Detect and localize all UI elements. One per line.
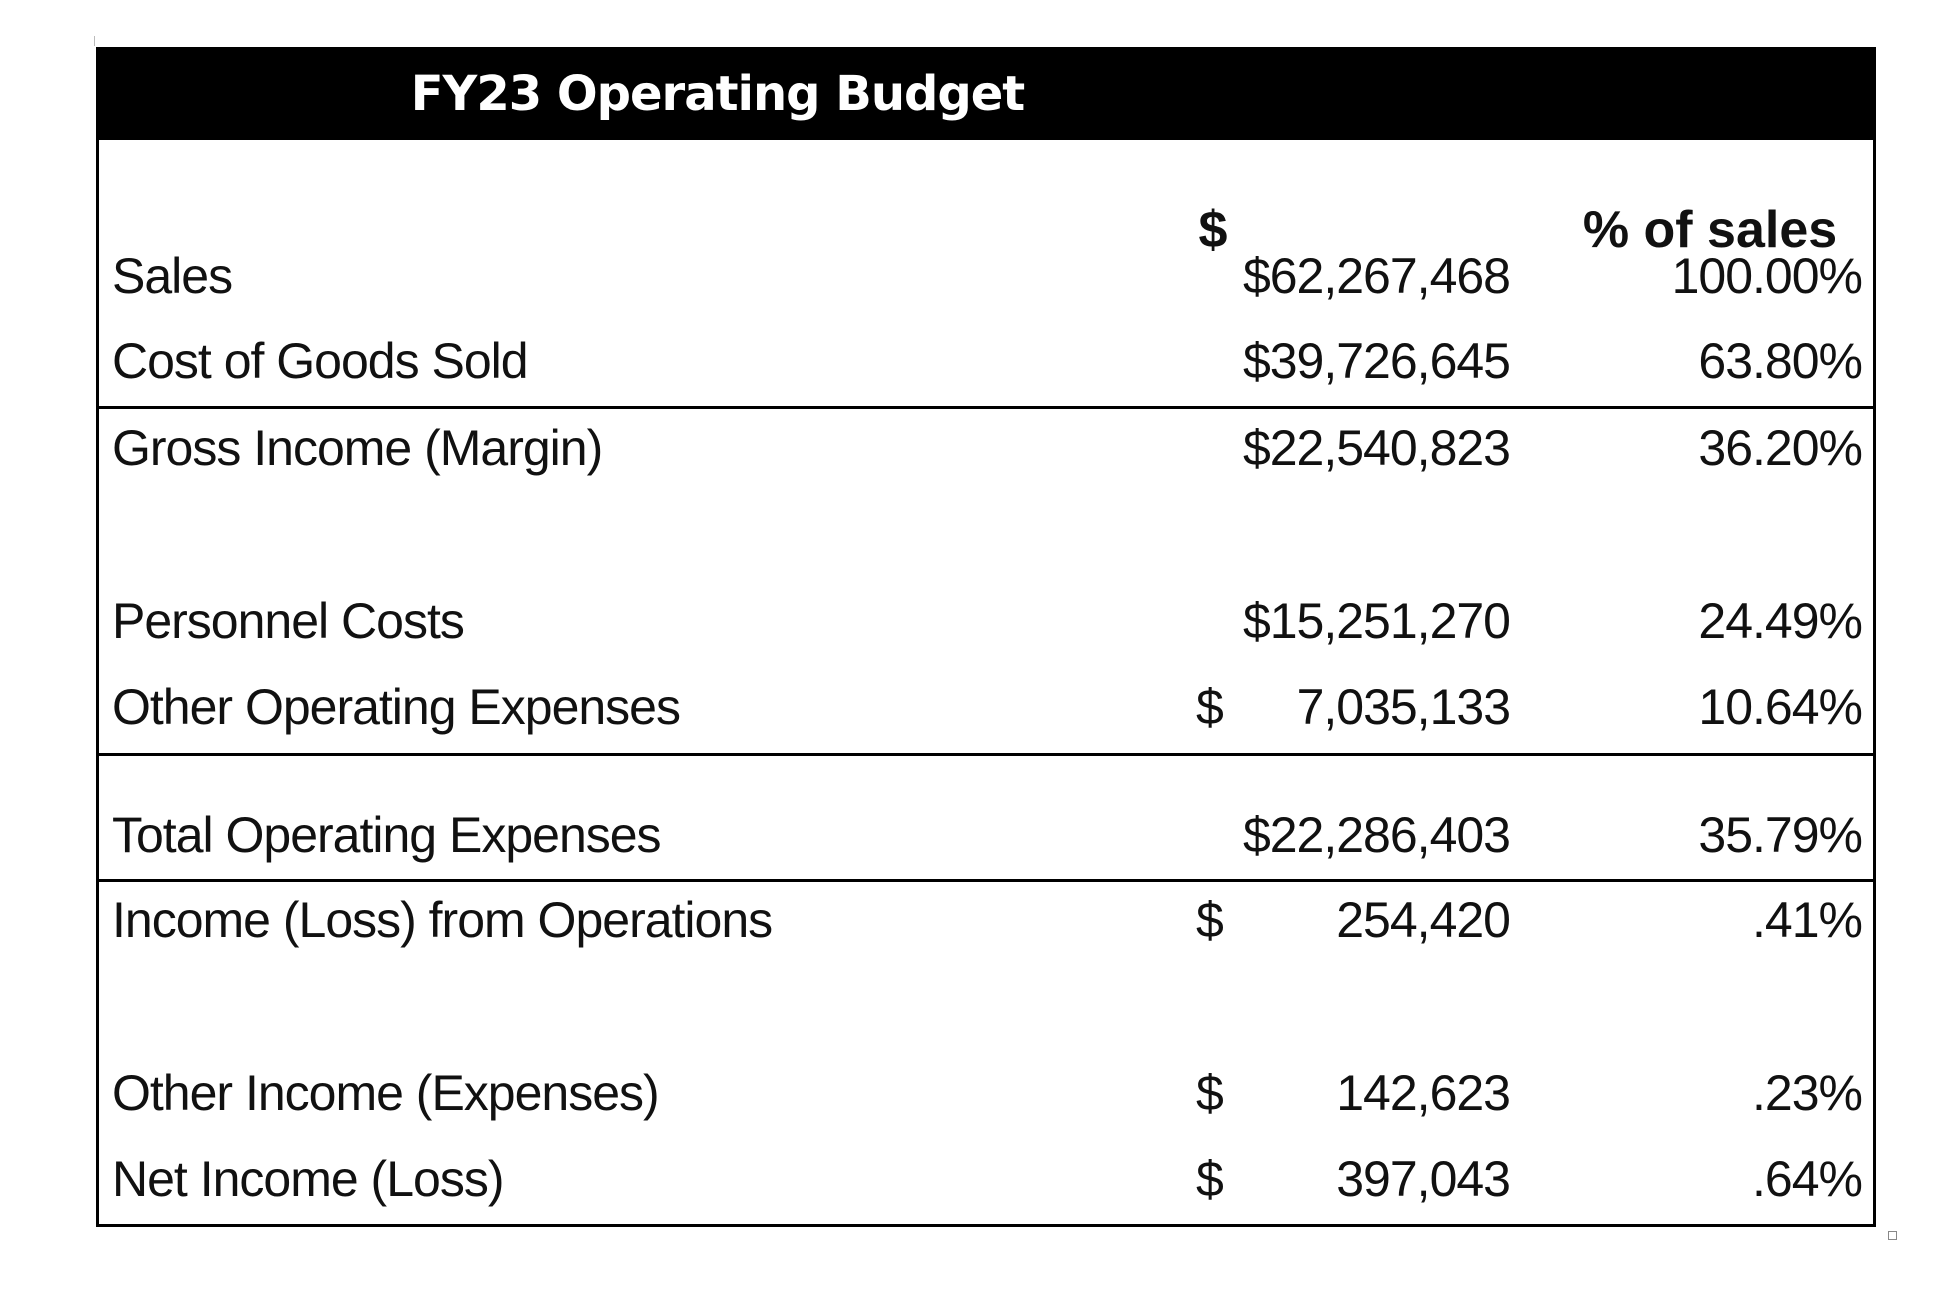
amount-value: $22,540,823 bbox=[1242, 420, 1510, 476]
amount-value: $22,286,403 bbox=[1242, 807, 1510, 863]
row-amount bbox=[1099, 331, 1510, 391]
row-other-operating-expenses bbox=[99, 677, 1873, 737]
amount-value: $39,726,645 bbox=[1242, 333, 1510, 389]
row-cogs bbox=[99, 331, 1873, 391]
divider-line bbox=[99, 879, 1873, 882]
row-percent: 35.79% bbox=[1698, 807, 1862, 863]
row-gross-income bbox=[99, 418, 1873, 478]
resize-handle[interactable] bbox=[1888, 1231, 1897, 1240]
row-total-operating-expenses bbox=[99, 805, 1873, 865]
row-personnel-costs bbox=[99, 591, 1873, 651]
title-bar bbox=[99, 50, 1873, 140]
row-net-income bbox=[99, 1149, 1873, 1209]
row-label: Other Income (Expenses) bbox=[112, 1065, 659, 1121]
row-other-income bbox=[99, 1063, 1873, 1123]
divider-line bbox=[99, 753, 1873, 756]
divider-line bbox=[99, 406, 1873, 409]
row-amount bbox=[1099, 1063, 1510, 1123]
row-percent: 63.80% bbox=[1698, 333, 1862, 389]
row-label: Personnel Costs bbox=[112, 593, 464, 649]
table-title: FY23 Operating Budget bbox=[410, 66, 1025, 122]
row-amount bbox=[1099, 418, 1510, 478]
row-percent: 36.20% bbox=[1698, 420, 1862, 476]
amount-value: 142,623 bbox=[1336, 1065, 1510, 1121]
row-percent: 10.64% bbox=[1698, 679, 1862, 735]
row-amount bbox=[1099, 677, 1510, 737]
currency-sign: $ bbox=[1196, 1065, 1223, 1121]
amount-value: 254,420 bbox=[1336, 892, 1510, 948]
amount-value: $62,267,468 bbox=[1242, 248, 1510, 304]
amount-value: 397,043 bbox=[1336, 1151, 1510, 1207]
row-label: Sales bbox=[112, 248, 233, 304]
row-percent: 100.00% bbox=[1671, 248, 1862, 304]
row-label: Cost of Goods Sold bbox=[112, 333, 528, 389]
row-label: Income (Loss) from Operations bbox=[112, 892, 773, 948]
row-percent: .64% bbox=[1752, 1151, 1862, 1207]
amount-value: $15,251,270 bbox=[1242, 593, 1510, 649]
row-amount bbox=[1099, 805, 1510, 865]
row-sales bbox=[99, 246, 1873, 306]
row-amount bbox=[1099, 591, 1510, 651]
currency-sign: $ bbox=[1196, 892, 1223, 948]
currency-sign: $ bbox=[1196, 679, 1223, 735]
column-header-percent: % of sales bbox=[1582, 201, 1838, 259]
row-percent: .41% bbox=[1752, 892, 1862, 948]
row-label: Gross Income (Margin) bbox=[112, 420, 603, 476]
row-label: Total Operating Expenses bbox=[112, 807, 661, 863]
row-amount bbox=[1099, 890, 1510, 950]
row-amount bbox=[1099, 246, 1510, 306]
currency-sign: $ bbox=[1196, 1151, 1223, 1207]
crop-mark bbox=[94, 36, 95, 46]
row-percent: 24.49% bbox=[1698, 593, 1862, 649]
budget-table[interactable] bbox=[96, 47, 1876, 1227]
row-percent: .23% bbox=[1752, 1065, 1862, 1121]
row-amount bbox=[1099, 1149, 1510, 1209]
row-income-from-operations bbox=[99, 890, 1873, 950]
amount-value: 7,035,133 bbox=[1296, 679, 1510, 735]
column-header-dollar: $ bbox=[1198, 201, 1228, 259]
row-label: Net Income (Loss) bbox=[112, 1151, 504, 1207]
row-label: Other Operating Expenses bbox=[112, 679, 680, 735]
